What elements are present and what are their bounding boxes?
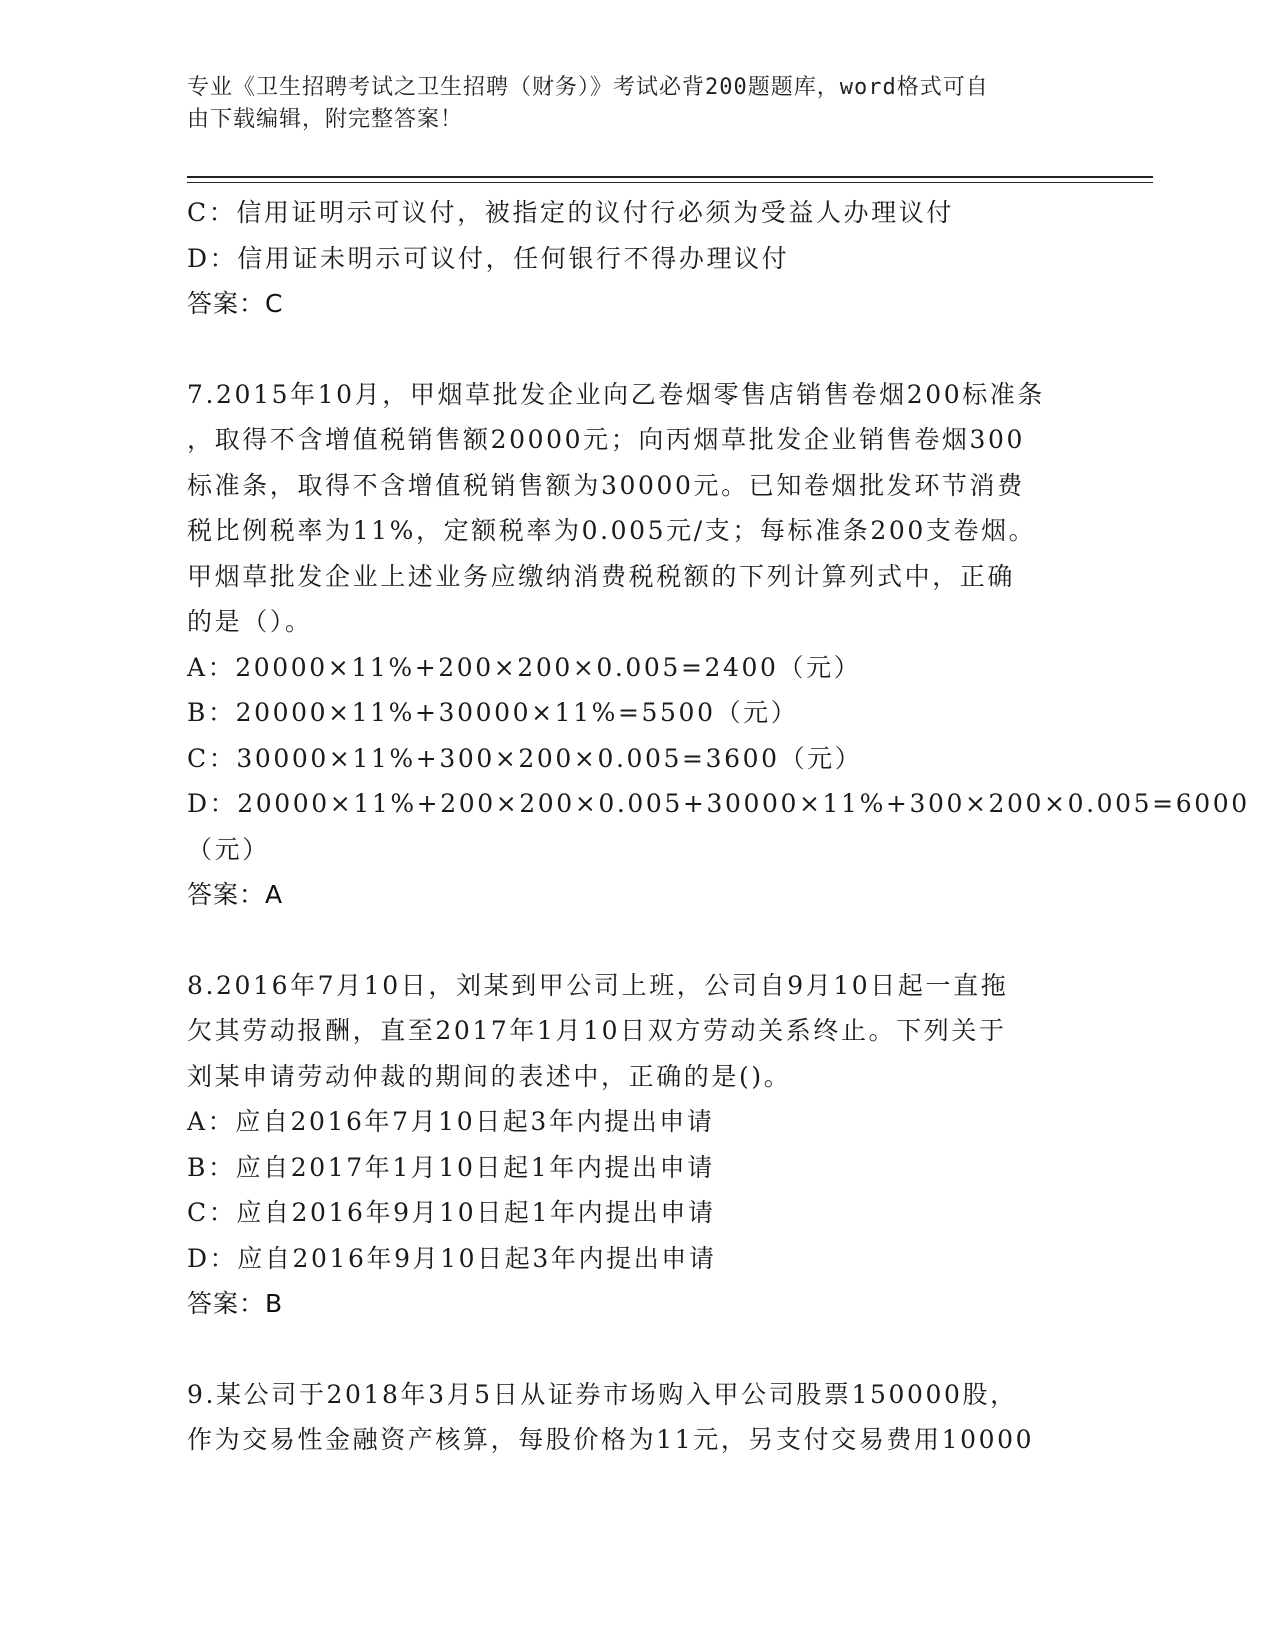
header-line-2: 由下载编辑，附完整答案！ (187, 107, 464, 132)
q9-stem-line: 作为交易性金融资产核算，每股价格为11元，另支付交易费用10000 (187, 1425, 1035, 1454)
question-7 (187, 372, 1250, 918)
q8-option-a: A：应自2016年7月10日起3年内提出申请 (187, 1107, 715, 1136)
q8-stem-line: 8.2016年7月10日，刘某到甲公司上班，公司自9月10日起一直拖 (187, 970, 1009, 1000)
q8-answer: 答案：B (187, 1289, 284, 1318)
q7-answer: 答案：A (187, 880, 284, 909)
q6-option-c: C：信用证明示可议付，被指定的议付行必须为受益人办理议付 (187, 198, 954, 227)
q9-stem-line: 9.某公司于2018年3月5日从证券市场购入甲公司股票150000股， (187, 1379, 1018, 1409)
spacer (187, 327, 1087, 372)
spacer (187, 918, 1087, 963)
q7-option-b: B：20000×11%+30000×11%=5500（元） (187, 698, 799, 727)
q6-answer: 答案：C (187, 289, 284, 318)
q7-stem-line: ，取得不含增值税销售额20000元；向丙烟草批发企业销售卷烟300 (187, 425, 1026, 454)
q8-stem-line: 欠其劳动报酬，直至2017年1月10日双方劳动关系终止。下列关于 (187, 1016, 1007, 1045)
header-rule-thick (187, 176, 1153, 178)
page-header (187, 72, 1087, 136)
question-8 (187, 963, 1087, 1327)
q7-stem-line: 的是（）。 (187, 607, 313, 636)
question-content (187, 190, 1250, 1463)
header-line-1: 专业《卫生招聘考试之卫生招聘（财务）》考试必背200题题库，word格式可自 (187, 75, 989, 100)
q8-option-d: D：应自2016年9月10日起3年内提出申请 (187, 1243, 717, 1273)
q7-option-c: C：30000×11%+300×200×0.005=3600（元） (187, 743, 863, 773)
q7-stem-line: 税比例税率为11%，定额税率为0.005元/支；每标准条200支卷烟。 (187, 516, 1037, 545)
q7-option-d-cont: （元） (187, 834, 270, 864)
q7-option-d: D：20000×11%+200×200×0.005+30000×11%+300×200×0.005=6000 (187, 789, 1250, 818)
q8-stem-line: 刘某申请劳动仲裁的期间的表述中，正确的是()。 (187, 1061, 792, 1091)
q7-stem-line: 标准条，取得不含增值税销售额为30000元。已知卷烟批发环节消费 (187, 470, 1025, 500)
q7-stem-line: 甲烟草批发企业上述业务应缴纳消费税税额的下列计算列式中，正确 (187, 561, 1016, 591)
q8-option-c: C：应自2016年9月10日起1年内提出申请 (187, 1198, 716, 1227)
question-9 (187, 1372, 1087, 1463)
header-rule-thin (187, 182, 1153, 183)
q8-option-b: B：应自2017年1月10日起1年内提出申请 (187, 1152, 715, 1182)
q6-option-d: D：信用证未明示可议付，任何银行不得办理议付 (187, 243, 790, 273)
q7-option-a: A：20000×11%+200×200×0.005=2400（元） (187, 652, 862, 682)
question-6 (187, 190, 1087, 327)
q7-stem-line: 7.2015年10月，甲烟草批发企业向乙卷烟零售店销售卷烟200标准条 (187, 379, 1046, 409)
spacer (187, 1327, 1087, 1372)
